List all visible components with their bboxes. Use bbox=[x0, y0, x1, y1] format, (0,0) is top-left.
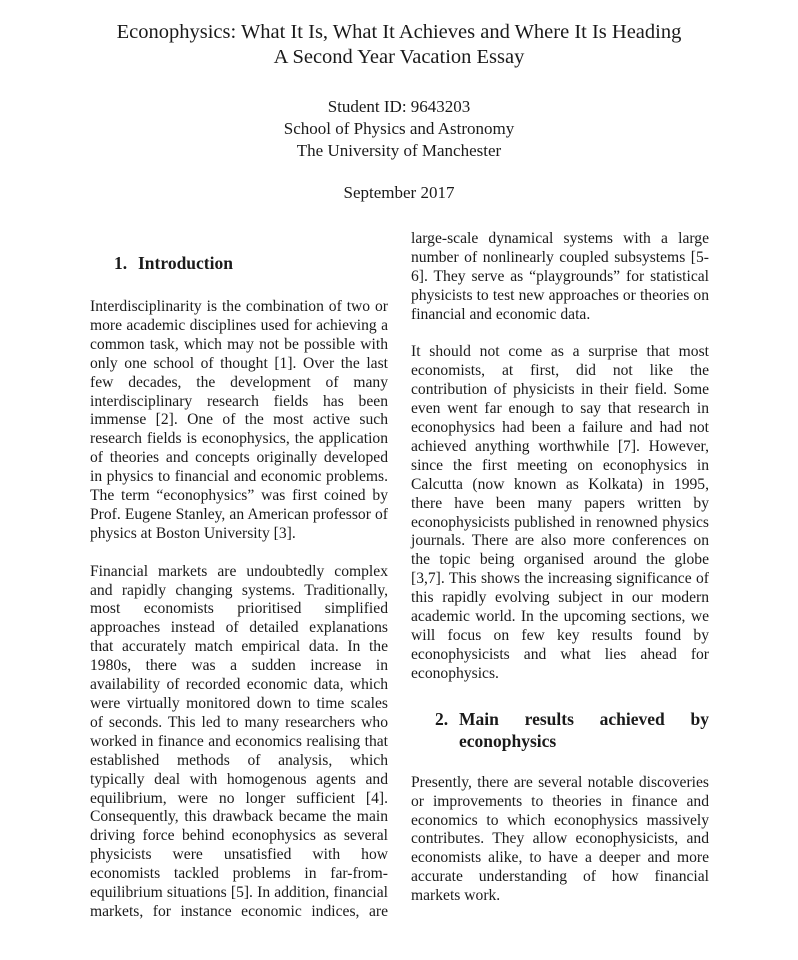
intro-paragraph-2: Financial markets are undoubtedly complex and rapidly changing systems. Traditionally, most economists prioritised simplified approaches instead of detailed explanations that accurately match empirical data. In the 1980s, there was a sudden increase in availability of recorded economic data, which were virtually monitored down to time scales of seconds. This led to many researchers who worked in finance and economics realising that established methods of analysis, which typically deal with homogenous agents and equilibrium, were no longer sufficient [4]. Consequently, this drawback became the main driving force behind econophysics as several physicists were unsatisfied with how economists tackled problems in far-from-equilibrium situations [5]. In addition, financial markets, for instance economic indices, are bbox=[90, 562, 388, 920]
paper-date: September 2017 bbox=[343, 183, 455, 202]
section-number: 1. bbox=[114, 253, 128, 273]
right-column bbox=[411, 230, 709, 906]
section-title-line-1: Main results achieved by bbox=[459, 708, 709, 729]
paper-title: Econophysics: What It Is, What It Achieves and Where It Is Heading bbox=[116, 21, 682, 43]
left-column bbox=[90, 230, 388, 922]
author-block bbox=[0, 96, 798, 162]
paper-subtitle: A Second Year Vacation Essay bbox=[273, 46, 525, 68]
university-name: The University of Manchester bbox=[296, 141, 502, 160]
school-name: School of Physics and Astronomy bbox=[283, 119, 515, 138]
section-number: 2. bbox=[435, 708, 449, 729]
section-heading-main-results bbox=[435, 708, 709, 752]
student-id: Student ID: 9643203 bbox=[327, 97, 471, 116]
intro-paragraph-1: Interdisciplinarity is the combination of two or more academic disciplines used for achieving a common task, which may not be possible with only one school of thought [1]. Over the last few decades, the development of many interdisciplinary research fields has been immense [2]. One of the most active such research fields is econophysics, the application of theories and concepts originally developed in physics to financial and economic problems. The term “econophysics” was first coined by Prof. Eugene Stanley, an American professor of physics at Boston University [3]. bbox=[90, 298, 388, 542]
intro-paragraph-3: It should not come as a surprise that most economists, at first, did not like the contribution of physicists in their field. Some even went far enough to say that research in econophysics had been a failure and had not achieved anything worthwhile [7]. However, since the first meeting on econophysics in Calcutta (now known as Kolkata) in 1995, there have been many papers written by econophysicists published in renowned physics journals. There are also more conferences on the topic being organised around the globe [3,7]. This shows the increasing significance of this rapidly evolving subject in our modern academic world. In the upcoming sections, we will focus on few key results found by econophysicists and what lies ahead for econophysics. bbox=[411, 343, 709, 682]
intro-paragraph-2-continued: large-scale dynamical systems with a large number of nonlinearly coupled subsystems [5-6]. They serve as “playgrounds” for statistical physicists to test new approaches or theories on financial and economic data. bbox=[411, 230, 709, 323]
section-title: Introduction bbox=[138, 253, 233, 273]
column-flow bbox=[411, 230, 709, 906]
document-header bbox=[0, 20, 798, 204]
section-heading-introduction bbox=[114, 252, 388, 274]
results-paragraph-1: Presently, there are several notable discoveries or improvements to theories in finance and economics to which econophysics massively contributes. They allow econophysicists, and economists alike, to have a deeper and more accurate understanding of how financial markets work. bbox=[411, 773, 709, 905]
section-title-line-2: econophysics bbox=[459, 730, 557, 751]
section-title bbox=[459, 708, 709, 752]
